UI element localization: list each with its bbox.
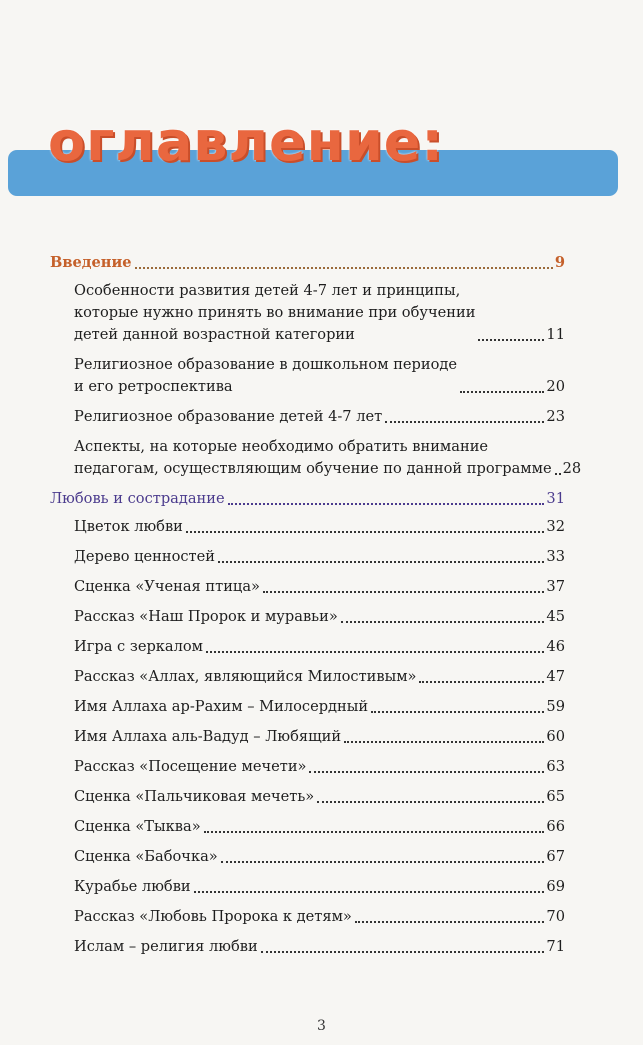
toc-page-number: 28 [562, 460, 582, 477]
toc-entry-line: Религиозное образование в дошкольном периоде [74, 356, 458, 373]
dot-leader [206, 651, 544, 653]
toc-entry-line: Аспекты, на которые необходимо обратить внимание [74, 438, 489, 455]
dot-leader [228, 503, 545, 505]
toc-entry[interactable] [50, 516, 565, 538]
toc-entry-title [74, 280, 475, 346]
dot-leader [204, 831, 545, 833]
dot-leader [460, 391, 544, 393]
dot-leader [186, 531, 545, 533]
toc-entry[interactable] [50, 576, 565, 598]
toc-entry-title: Цветок любви [74, 518, 183, 535]
dot-leader [355, 921, 545, 923]
toc-section-0[interactable] [50, 252, 565, 274]
toc-entry[interactable] [50, 436, 582, 480]
toc-page-number: 70 [546, 908, 565, 925]
toc-entry[interactable] [50, 816, 565, 838]
toc-entry[interactable] [50, 726, 565, 748]
page-number: 3 [317, 1018, 326, 1034]
toc-entry-title: Курабье любви [74, 878, 191, 895]
toc-page-number: 33 [546, 548, 565, 565]
toc-entry-line: которые нужно принять во внимание при обучении [74, 304, 476, 321]
toc-page-number: 31 [546, 490, 565, 507]
toc-page-number: 59 [546, 698, 565, 715]
dot-leader [309, 771, 544, 773]
toc-entry-title: Ислам – религия любви [74, 938, 258, 955]
toc-page-number: 67 [546, 848, 565, 865]
toc-entry[interactable] [50, 936, 565, 958]
toc-page-number: 71 [546, 938, 565, 955]
toc-section-title: Любовь и сострадание [50, 490, 225, 507]
dot-leader [555, 473, 561, 475]
dot-leader [263, 591, 544, 593]
dot-leader [419, 681, 544, 683]
dot-leader [344, 741, 544, 743]
page-title: оглавление: [48, 110, 445, 173]
toc-page-number: 60 [546, 728, 565, 745]
toc-page-number: 32 [546, 518, 565, 535]
dot-leader [385, 421, 544, 423]
toc-entry-title: Рассказ «Наш Пророк и муравьи» [74, 608, 338, 625]
toc-section-title: Введение [50, 254, 132, 271]
toc-entry-title [74, 436, 552, 480]
toc-page-number: 37 [546, 578, 565, 595]
toc-entry-title: Дерево ценностей [74, 548, 215, 565]
toc-entry-title: Имя Аллаха аль-Вадуд – Любящий [74, 728, 342, 745]
toc-entry-title: Сценка «Тыква» [74, 818, 201, 835]
toc-entry[interactable] [50, 280, 565, 346]
toc-entry[interactable] [50, 906, 565, 928]
toc-entry-title: Игра с зеркалом [74, 638, 204, 655]
toc-page-number: 63 [546, 758, 565, 775]
toc-entry[interactable] [50, 786, 565, 808]
toc-entry-line: детей данной возрастной категории [74, 326, 355, 343]
toc-entry-title: Религиозное образование детей 4-7 лет [74, 408, 383, 425]
toc-entry-title: Имя Аллаха ар-Рахим – Милосердный [74, 698, 369, 715]
toc-entry-title: Сценка «Бабочка» [74, 848, 218, 865]
toc-page-number: 20 [546, 378, 565, 395]
toc-entry[interactable] [50, 696, 565, 718]
toc-entry[interactable] [50, 666, 565, 688]
table-of-contents [50, 252, 582, 966]
toc-entry[interactable] [50, 354, 565, 398]
toc-entry[interactable] [50, 406, 565, 428]
dot-leader [218, 561, 544, 563]
dot-leader [478, 339, 544, 341]
toc-page-number: 23 [546, 408, 565, 425]
dot-leader [221, 861, 545, 863]
toc-page-number: 11 [546, 326, 565, 343]
dot-leader [194, 891, 545, 893]
toc-entry-line: и его ретроспектива [74, 378, 233, 395]
toc-entry[interactable] [50, 876, 565, 898]
toc-page-number: 65 [546, 788, 565, 805]
dot-leader [261, 951, 545, 953]
dot-leader [135, 267, 553, 269]
toc-page-number: 45 [546, 608, 565, 625]
dot-leader [341, 621, 545, 623]
dot-leader [371, 711, 544, 713]
toc-entry-title: Рассказ «Аллах, являющийся Милостивым» [74, 668, 417, 685]
toc-page-number: 46 [546, 638, 565, 655]
toc-section-1[interactable] [50, 488, 565, 510]
toc-entry-title: Рассказ «Любовь Пророка к детям» [74, 908, 352, 925]
toc-entry[interactable] [50, 846, 565, 868]
toc-entry[interactable] [50, 756, 565, 778]
toc-entry[interactable] [50, 606, 565, 628]
toc-entry-line: Особенности развития детей 4-7 лет и принципы, [74, 282, 461, 299]
toc-page-number: 9 [554, 254, 565, 271]
toc-entry-title: Сценка «Пальчиковая мечеть» [74, 788, 315, 805]
dot-leader [317, 801, 544, 803]
toc-entry-title: Сценка «Ученая птица» [74, 578, 260, 595]
toc-entry-title: Рассказ «Посещение мечети» [74, 758, 307, 775]
toc-page-number: 66 [546, 818, 565, 835]
toc-entry[interactable] [50, 546, 565, 568]
toc-entry-line: педагогам, осуществляющим обучение по данной программе [74, 460, 552, 477]
toc-page-number: 47 [546, 668, 565, 685]
toc-entry[interactable] [50, 636, 565, 658]
toc-page-number: 69 [546, 878, 565, 895]
toc-entry-title [74, 354, 457, 398]
